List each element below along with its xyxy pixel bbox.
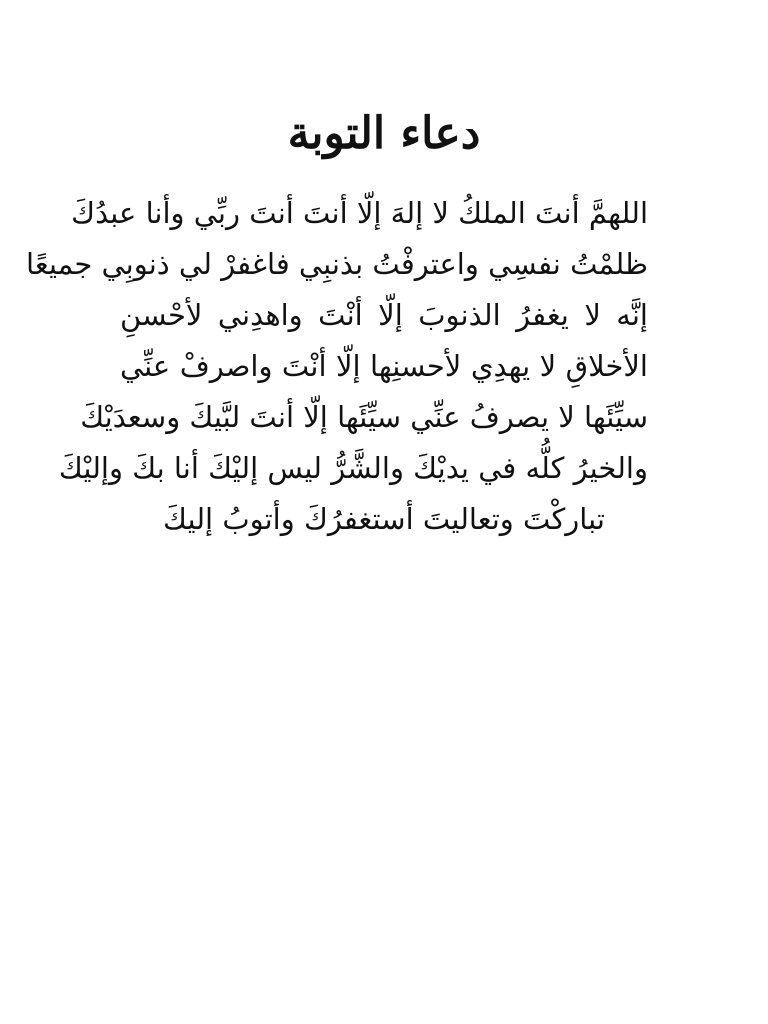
prayer-line: إنَّه لا يغفرُ الذنوبَ إلّا أنْتَ واهدِني لأحْسنِ xyxy=(120,298,648,332)
prayer-line: ظلمْتُ نفسِي واعترفْتُ بذنبِي فاغفرْ لي ذنوبِي جميعًا xyxy=(26,247,648,281)
prayer-line: اللهمَّ أنتَ الملكُ لا إلهَ إلّا أنتَ أنتَ ربِّي وأنا عبدُكَ xyxy=(71,196,648,230)
prayer-text xyxy=(26,188,648,545)
prayer-line: تباركْتَ وتعاليتَ أستغفرُكَ وأتوبُ إليكَ xyxy=(163,502,605,536)
prayer-line: سيِّئَها لا يصرفُ عنِّي سيِّئَها إلّا أنتَ لبَّيكَ وسعدَيْكَ xyxy=(80,400,648,434)
prayer-line: والخيرُ كلُّه في يديْكَ والشَّرُّ ليس إليْكَ أنا بكَ وإليْكَ xyxy=(58,451,648,485)
prayer-title: دعاء التوبة xyxy=(287,108,481,159)
prayer-line: الأخلاقِ لا يهدِي لأحسنِها إلّا أنْتَ واصرفْ عنِّي xyxy=(120,349,648,383)
